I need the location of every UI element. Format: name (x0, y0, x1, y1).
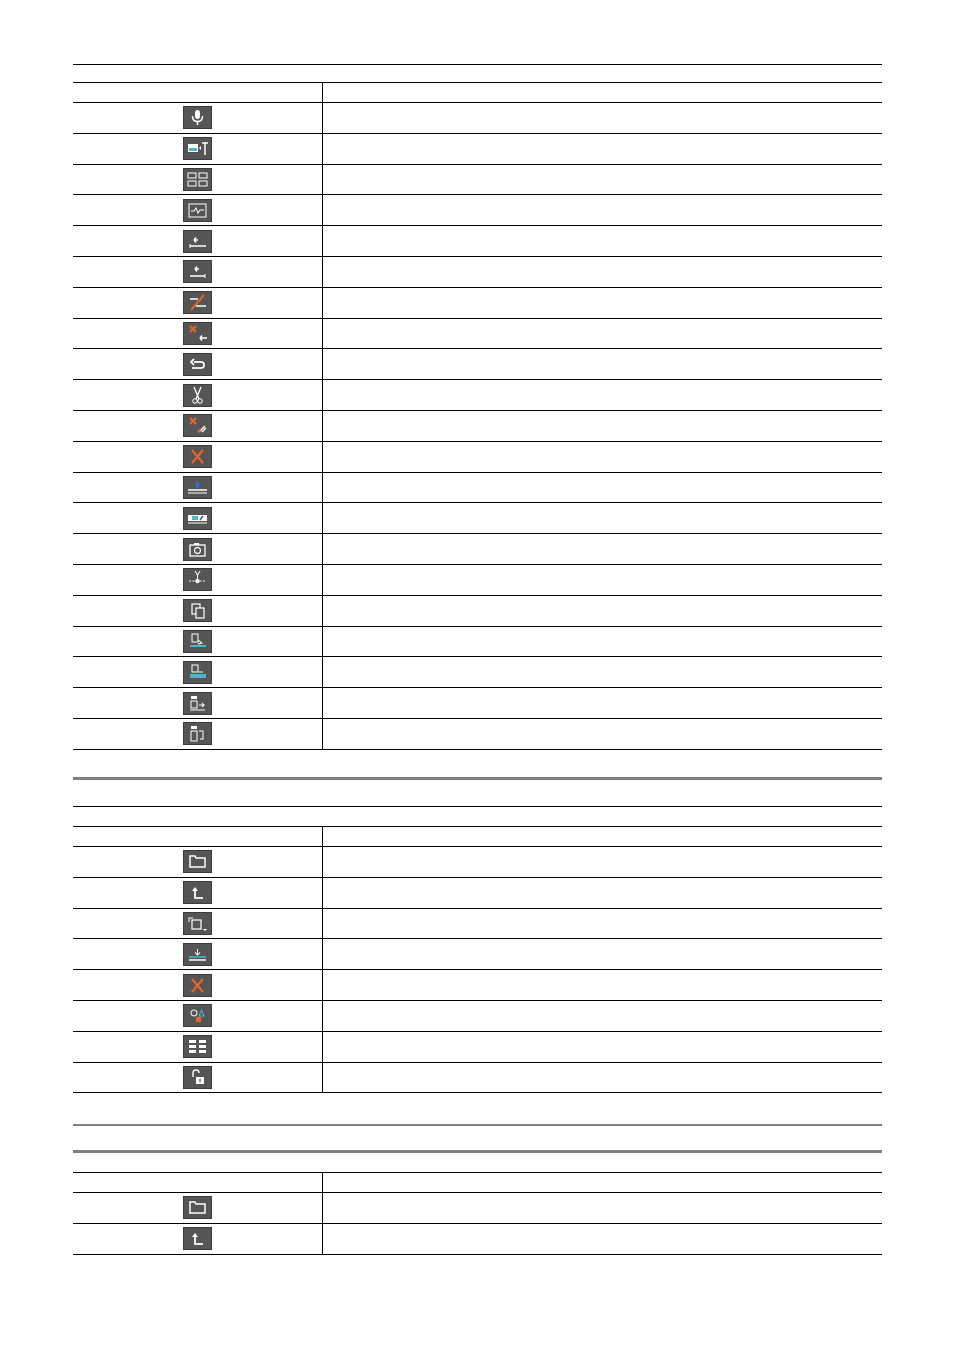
up-folder-icon (183, 1227, 212, 1250)
table-row (73, 410, 882, 441)
insert-icon (183, 230, 212, 253)
row-description (323, 441, 883, 472)
table-row (73, 195, 882, 226)
match-frame-icon (183, 168, 212, 191)
up-folder-icon (183, 881, 212, 904)
keyframe-icon (183, 568, 212, 591)
copy-icon (183, 599, 212, 622)
folder-icon (183, 1196, 212, 1219)
row-description (323, 718, 883, 749)
table-row (73, 688, 882, 719)
microphone-icon (183, 106, 212, 129)
render-icon (183, 507, 212, 530)
header-col-1 (73, 83, 323, 103)
row-description (323, 410, 883, 441)
table-row (73, 103, 882, 134)
table-row (73, 380, 882, 411)
row-description (323, 534, 883, 565)
table-row (73, 503, 882, 534)
section-2-table (73, 827, 882, 1093)
folder-icon (183, 850, 212, 873)
row-description (323, 380, 883, 411)
row-description (323, 939, 883, 970)
register-icon (183, 943, 212, 966)
paste-insert-icon (183, 630, 212, 653)
row-description (323, 349, 883, 380)
header-col-2 (323, 827, 883, 847)
camera-icon (183, 538, 212, 561)
table-row (73, 657, 882, 688)
table-row (73, 318, 882, 349)
row-description (323, 195, 883, 226)
import-dropdown-icon[interactable] (183, 912, 212, 935)
lock-icon (183, 1066, 212, 1089)
undo-icon (183, 353, 212, 376)
row-description (323, 688, 883, 719)
overwrite-icon (183, 260, 212, 283)
row-description (323, 503, 883, 534)
table-row (73, 226, 882, 257)
row-description (323, 1062, 883, 1093)
row-description (323, 472, 883, 503)
row-description (323, 847, 883, 878)
header-col-2 (323, 83, 883, 103)
paste-overwrite-icon (183, 661, 212, 684)
table-row (73, 1031, 882, 1062)
waveform-icon (183, 199, 212, 222)
table-row (73, 908, 882, 939)
table-row (73, 534, 882, 565)
row-description (323, 287, 883, 318)
table-row (73, 939, 882, 970)
table-row (73, 472, 882, 503)
table-row (73, 595, 882, 626)
replace-icon (183, 291, 212, 314)
row-description (323, 256, 883, 287)
paste-attributes-icon (183, 692, 212, 715)
table-row (73, 970, 882, 1001)
section-2-top-rule (73, 777, 882, 780)
header-col-2 (323, 1173, 883, 1193)
section-2-subrule (73, 806, 882, 807)
row-description (323, 595, 883, 626)
row-description (323, 164, 883, 195)
delete-clip-icon (183, 414, 212, 437)
table-header-row (73, 83, 882, 103)
section-3-table (73, 1173, 882, 1255)
row-description (323, 626, 883, 657)
row-description (323, 877, 883, 908)
row-description (323, 1000, 883, 1031)
table-row (73, 847, 882, 878)
table-row (73, 1223, 882, 1254)
row-description (323, 908, 883, 939)
row-description (323, 133, 883, 164)
row-description (323, 103, 883, 134)
table-row (73, 349, 882, 380)
table-row (73, 626, 882, 657)
table-row (73, 164, 882, 195)
table-row (73, 441, 882, 472)
shapes-icon (183, 1004, 212, 1027)
table-header-row (73, 827, 882, 847)
restore-icon (183, 722, 212, 745)
table-row (73, 718, 882, 749)
table-header-row (73, 1173, 882, 1193)
row-description (323, 1193, 883, 1224)
row-description (323, 1031, 883, 1062)
delete-icon (183, 445, 212, 468)
table-row (73, 564, 882, 595)
table-row (73, 133, 882, 164)
table-row (73, 877, 882, 908)
section-1-top-rule (73, 64, 882, 65)
row-description (323, 318, 883, 349)
table-row (73, 256, 882, 287)
row-description (323, 657, 883, 688)
scissors-icon (183, 384, 212, 407)
table-row (73, 1062, 882, 1093)
row-description (323, 564, 883, 595)
header-col-1 (73, 1173, 323, 1193)
row-description (323, 226, 883, 257)
export-to-device-icon (183, 137, 212, 160)
delete-icon (183, 974, 212, 997)
table-row (73, 287, 882, 318)
add-marker-icon (183, 476, 212, 499)
row-description (323, 1223, 883, 1254)
header-col-1 (73, 827, 323, 847)
ripple-delete-icon (183, 322, 212, 345)
row-description (323, 970, 883, 1001)
section-1-table (73, 83, 882, 750)
grid-view-icon (183, 1035, 212, 1058)
table-row (73, 1000, 882, 1031)
table-row (73, 1193, 882, 1224)
section-3-top-rule (73, 1124, 882, 1126)
section-3-subrule (73, 1150, 882, 1153)
